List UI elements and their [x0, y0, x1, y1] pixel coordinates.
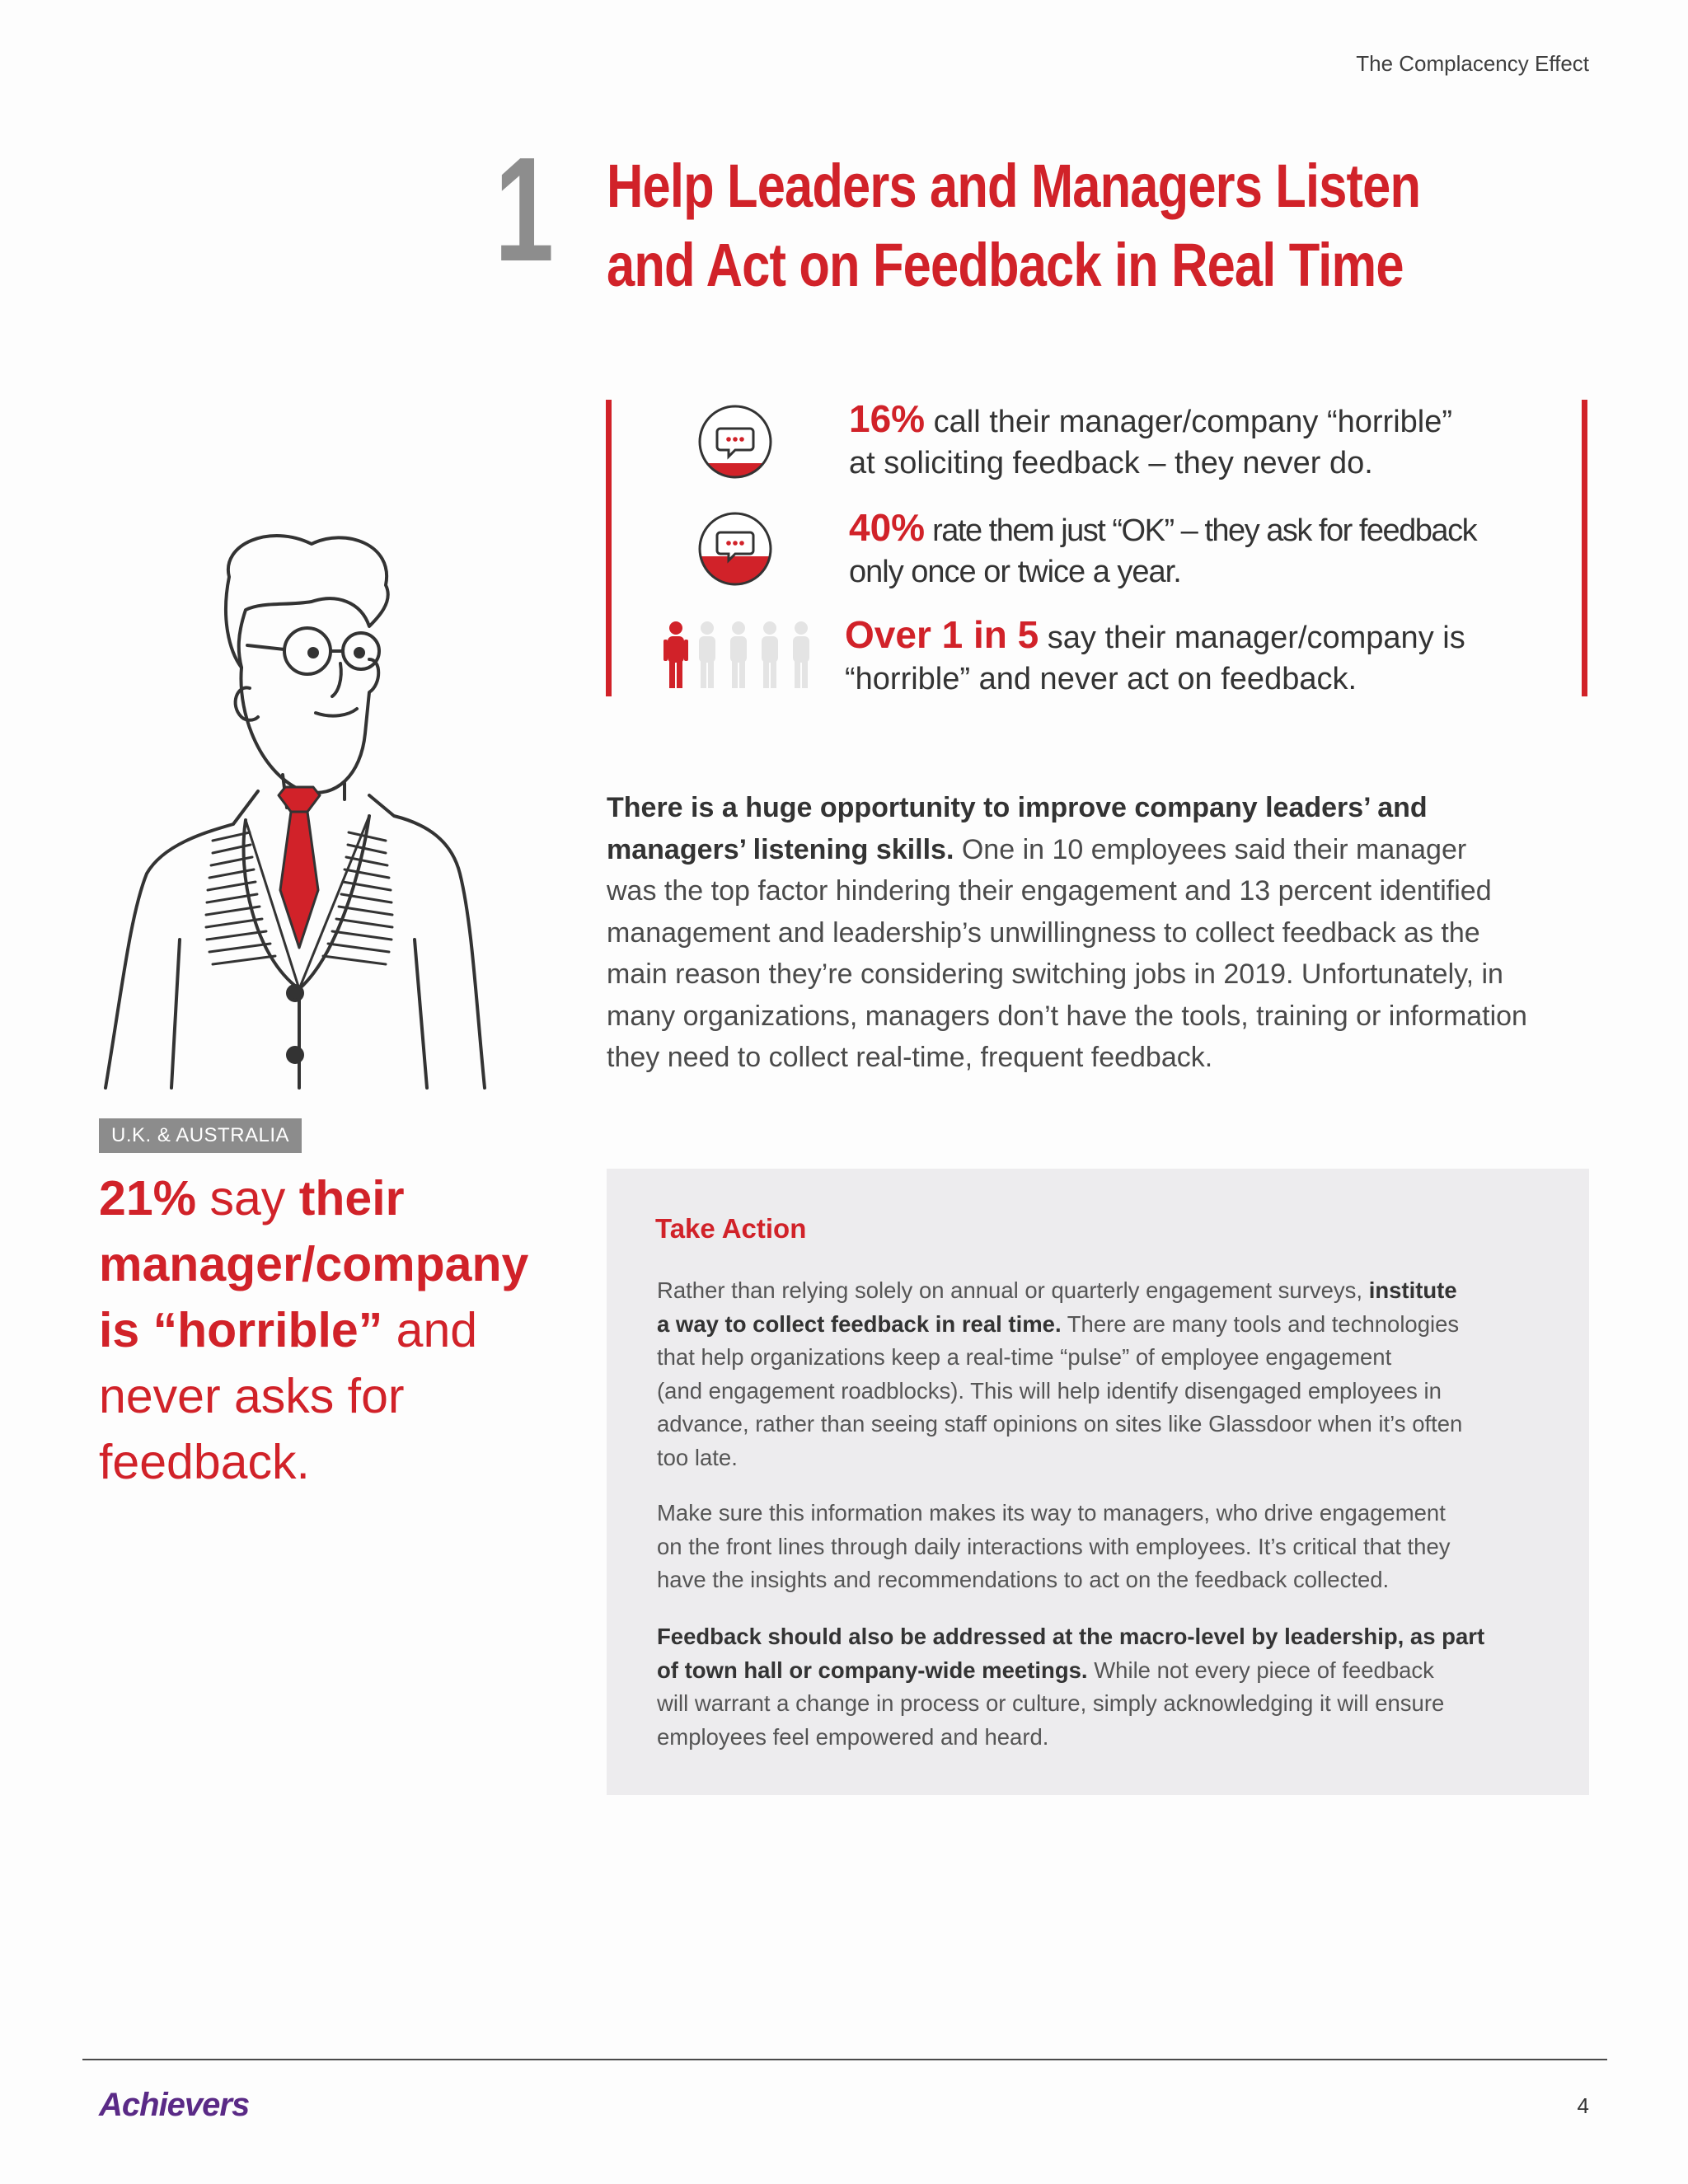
- page-number: 4: [1577, 2093, 1589, 2118]
- stat-text: only once or twice a year.: [849, 555, 1181, 589]
- callout-text: their: [298, 1171, 405, 1226]
- body-text: many organizations, managers don’t have the tools, training or information: [607, 1000, 1527, 1032]
- action-text: Feedback should also be addressed at the macro-level by leadership, as part: [657, 1624, 1485, 1649]
- stat-text: rate them just “OK” – they ask for feedback: [925, 513, 1477, 548]
- stat-value: 40%: [849, 506, 926, 549]
- callout-text: never asks for: [99, 1369, 405, 1423]
- stat-item: [849, 398, 1452, 484]
- action-text: Rather than relying solely on annual or quarterly engagement surveys,: [657, 1277, 1369, 1303]
- action-text: While not every piece of feedback: [1087, 1657, 1434, 1683]
- action-text: that help organizations keep a real-time “pulse” of employee engagement: [657, 1344, 1392, 1370]
- body-text: managers’ listening skills.: [607, 833, 954, 865]
- stat-text: call their manager/company “horrible”: [925, 405, 1453, 439]
- action-text: have the insights and recommendations to act on the feedback collected.: [657, 1567, 1390, 1592]
- achievers-logo: Achievers: [99, 2087, 250, 2123]
- section-heading-line: Help Leaders and Managers Listen: [607, 152, 1421, 220]
- take-action-title: Take Action: [655, 1213, 807, 1244]
- action-text: (and engagement roadblocks). This will help identify disengaged employees in: [657, 1377, 1442, 1404]
- chat-bubble-icon: [697, 511, 773, 587]
- callout-text: manager/company: [99, 1237, 529, 1291]
- section-heading: [607, 147, 1496, 305]
- action-text: of town hall or company-wide meetings.: [657, 1657, 1088, 1683]
- callout-statistic: [99, 1165, 577, 1495]
- stat-value: Over 1 in 5: [845, 613, 1039, 656]
- callout-text: is “horrible”: [99, 1303, 383, 1357]
- people-row-icon: [659, 620, 816, 694]
- section-heading-line: and Act on Feedback in Real Time: [607, 231, 1404, 299]
- body-text: management and leadership’s unwillingness to collect feedback as the: [607, 916, 1480, 949]
- body-text: There is a huge opportunity to improve company leaders’ and: [607, 792, 1428, 823]
- take-action-paragraph: [657, 1620, 1564, 1754]
- body-paragraph: [607, 787, 1604, 1079]
- action-text: employees feel empowered and heard.: [657, 1723, 1049, 1750]
- action-text: Make sure this information makes its way to managers, who drive engagement: [657, 1500, 1446, 1526]
- body-text: they need to collect real-time, frequent feedback.: [607, 1042, 1213, 1073]
- businessman-illustration: [97, 527, 501, 1100]
- region-tag: U.K. & AUSTRALIA: [99, 1118, 302, 1153]
- stats-right-rule: [1582, 400, 1587, 696]
- callout-text: and: [382, 1303, 478, 1357]
- callout-text: feedback.: [99, 1435, 310, 1489]
- stat-text: at soliciting feedback – they never do.: [849, 446, 1373, 480]
- action-text: on the front lines through daily interactions with employees. It’s critical that they: [657, 1533, 1451, 1559]
- stat-text: say their manager/company is: [1039, 621, 1465, 655]
- stat-item: [845, 614, 1465, 700]
- take-action-paragraph: [657, 1274, 1564, 1474]
- stat-text: “horrible” and never act on feedback.: [845, 662, 1357, 696]
- chat-bubble-icon: [697, 404, 773, 480]
- action-text: will warrant a change in process or culture, simply acknowledging it will ensure: [657, 1690, 1445, 1716]
- take-action-paragraph: [657, 1497, 1564, 1597]
- action-text: advance, rather than seeing staff opinions on sites like Glassdoor when it’s often: [657, 1411, 1463, 1436]
- callout-text: say: [196, 1171, 299, 1226]
- action-text: a way to collect feedback in real time.: [657, 1310, 1062, 1337]
- stat-item: [849, 507, 1476, 593]
- footer-divider: [82, 2059, 1607, 2060]
- action-text: institute: [1368, 1277, 1457, 1303]
- body-text: One in 10 employees said their manager: [954, 833, 1467, 865]
- action-text: There are many tools and technologies: [1061, 1310, 1460, 1337]
- action-text: too late.: [657, 1444, 738, 1470]
- stat-value: 16%: [849, 397, 926, 440]
- body-text: was the top factor hindering their engagement and 13 percent identified: [607, 875, 1492, 907]
- document-header-title: The Complacency Effect: [1356, 51, 1589, 76]
- stats-left-rule: [606, 400, 612, 696]
- body-text: main reason they’re considering switching jobs in 2019. Unfortunately, in: [607, 958, 1503, 990]
- callout-percent: 21%: [99, 1171, 197, 1226]
- section-number: 1: [495, 127, 555, 293]
